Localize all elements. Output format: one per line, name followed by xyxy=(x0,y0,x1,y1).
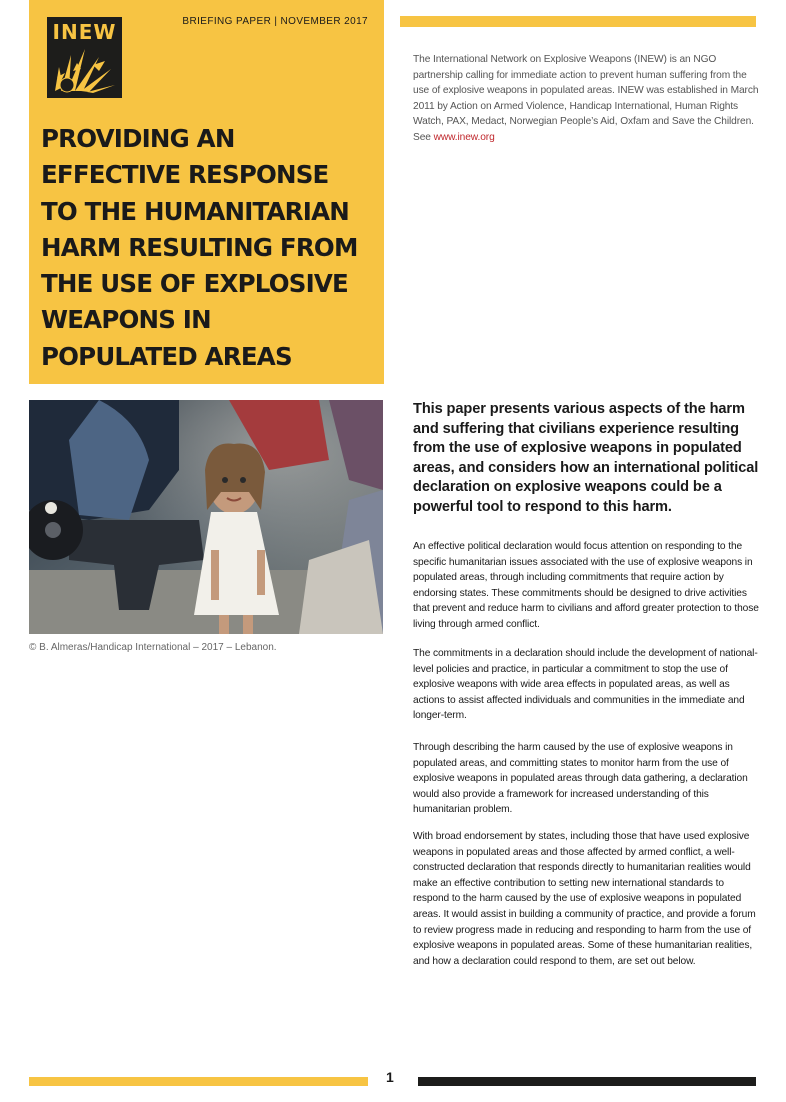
logo-text: INEW xyxy=(52,20,117,44)
lead-paragraph: This paper presents various aspects of the harm and suffering that civilians experience resulting from the use of explosive weapons in populated areas, and considers how an international political declaration on explosive weapons could be a powerful tool to respond to this harm. xyxy=(413,401,759,515)
footer-bar-left xyxy=(29,1077,368,1086)
explosion-icon xyxy=(53,47,116,94)
body-paragraph-2: The commitments in a declaration should include the development of national-level policies and practice, in particular a commitment to stop the use of explosive weapons with wide area effects in populated areas, as well as actions to assist affected individuals and communities in the immediate and longer-term. xyxy=(413,648,758,722)
body-paragraph-3: Through describing the harm caused by the use of explosive weapons in populated areas, and committing states to monitor harm from the use of explosive weapons in populated areas through data gathering, a declaration would also provide a framework for increased understanding of this humanitarian problem. xyxy=(413,742,748,816)
intro-text xyxy=(413,52,761,146)
cover-photo xyxy=(29,400,383,634)
inew-link[interactable]: www.inew.org xyxy=(433,131,495,143)
briefing-label: BRIEFING PAPER | NOVEMBER 2017 xyxy=(182,16,368,27)
body-paragraph-4: With broad endorsement by states, including those that have used explosive weapons in populated areas and those affected by armed conflict, a well-constructed declaration that responds directly to humanitarian realities would make an effective contribution to setting new international standards to respond to the harm caused by the use of explosive weapons in populated areas. It would assist in building a community of practice, and provide a forum to review progress made in reducing and responding to harm from the use of explosive weapons in populated areas. Some of these humanitarian realities, and how a declaration could respond to them, are set out below. xyxy=(413,831,756,967)
page-title: PROVIDING AN EFFECTIVE RESPONSE TO THE HUMANITARIAN HARM RESULTING FROM THE USE OF EXPLOSIVE WEAPONS IN POPULATED AREAS xyxy=(41,124,358,371)
intro-body: The International Network on Explosive Weapons (INEW) is an NGO partnership calling for immediate action to prevent human suffering from the use of explosive weapons in populated areas. INEW was established in March 2011 by Action on Armed Violence, Handicap International, Human Rights Watch, PAX, Medact, Norwegian People’s Aid, Oxfam and Save the Children. See xyxy=(413,54,759,143)
photo-caption: © B. Almeras/Handicap International – 2017 – Lebanon. xyxy=(29,642,277,653)
inew-logo xyxy=(47,17,122,98)
footer-bar-right xyxy=(418,1077,756,1086)
accent-bar-top xyxy=(400,16,756,27)
body-paragraph-1: An effective political declaration would focus attention on responding to the specific humanitarian issues associated with the use of explosive weapons in populated areas, through including commitments that require action by endorsing states. These commitments should be designed to drive activities that prevent and reduce harm to civilians and afford greater protection to those living through armed conflict. xyxy=(413,541,759,630)
page-number: 1 xyxy=(386,1069,394,1085)
